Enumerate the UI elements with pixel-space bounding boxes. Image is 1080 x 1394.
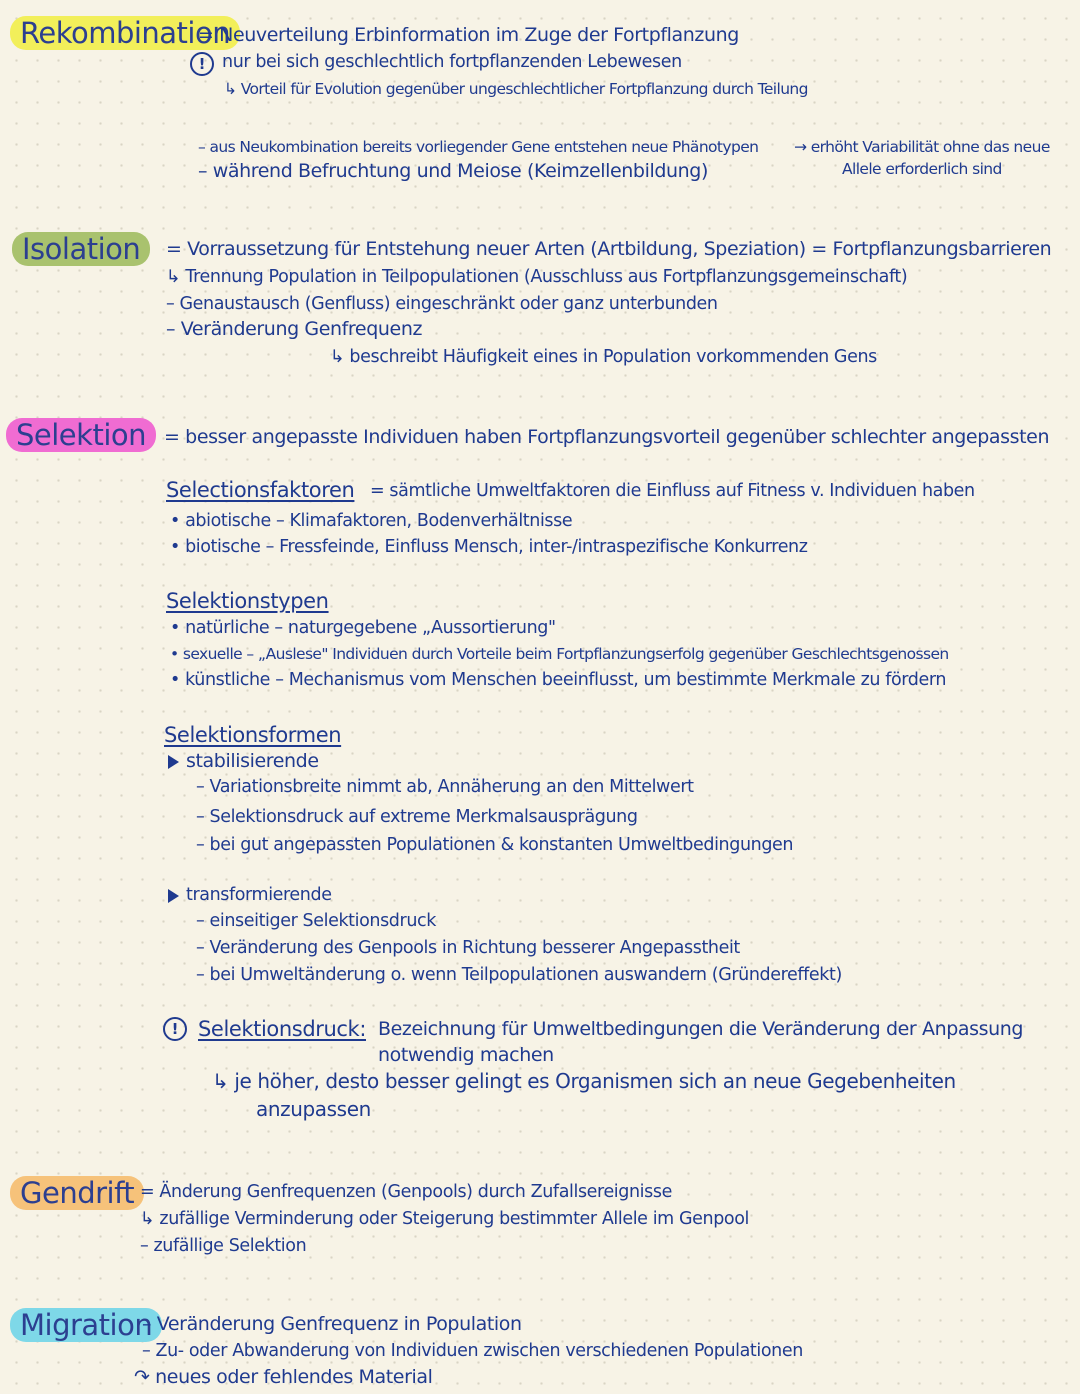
selektionstyp-kuenstlich: • künstliche – Mechanismus vom Menschen beeinflusst, um bestimmte Merkmale zu fördern <box>170 670 947 690</box>
selektionstypen-heading: Selektionstypen <box>166 589 329 613</box>
selektionsdruck-heading: Selektionsdruck: <box>198 1017 366 1041</box>
rekombination-definition: = Neuverteilung Erbinformation im Zuge der Fortpflanzung <box>198 24 739 46</box>
rekombination-point-1: – aus Neukombination bereits vorliegender Gene entstehen neue Phänotypen <box>198 138 759 156</box>
transformierende-heading: transformierende <box>186 885 332 905</box>
heading-isolation: Isolation <box>12 232 150 266</box>
stabilisierende-point-2: – Selektionsdruck auf extreme Merkmalsausprägung <box>196 807 638 827</box>
migration-line-3: ↷ neues oder fehlendes Material <box>134 1366 433 1388</box>
exclamation-icon: ! <box>163 1017 187 1041</box>
rekombination-note: nur bei sich geschlechtlich fortpflanzenden Lebewesen <box>222 52 682 72</box>
selektion-definition: = besser angepasste Individuen haben Fortpflanzungsvorteil gegenüber schlechter angepassten <box>164 426 1050 448</box>
rekombination-note-sub: ↳ Vorteil für Evolution gegenüber ungeschlechtlicher Fortpflanzung durch Teilung <box>224 80 808 98</box>
rekombination-point-2: – während Befruchtung und Meiose (Keimzellenbildung) <box>198 160 708 182</box>
heading-rekombination: Rekombination <box>10 16 240 50</box>
selektionsdruck-definition: Bezeichnung für Umweltbedingungen die Veränderung der Anpassung <box>378 1018 1024 1040</box>
migration-line-2: – Zu- oder Abwanderung von Individuen zwischen verschiedenen Populationen <box>142 1341 803 1361</box>
rekombination-point-1-side: → erhöht Variabilität ohne das neue <box>794 138 1050 156</box>
selektionsdruck-definition-2: notwendig machen <box>378 1044 554 1066</box>
stabilisierende-point-3: – bei gut angepassten Populationen & konstanten Umweltbedingungen <box>196 835 794 855</box>
selektionsdruck-sub-2: anzupassen <box>256 1097 371 1121</box>
selektionstyp-sexuell: • sexuelle – „Auslese" Individuen durch Vorteile beim Fortpflanzungserfolg gegenüber Geschlechtsgenossen <box>170 645 949 663</box>
selektionstyp-natuerlich: • natürliche – naturgegebene „Aussortierung" <box>170 618 556 638</box>
selektionsdruck-sub: ↳ je höher, desto besser gelingt es Organismen sich an neue Gegebenheiten <box>212 1069 956 1093</box>
transformierende-point-1: – einseitiger Selektionsdruck <box>196 911 436 931</box>
isolation-line-3: – Veränderung Genfrequenz <box>166 318 423 340</box>
stabilisierende-heading: stabilisierende <box>186 750 319 772</box>
selektionsfaktoren-heading: Selectionsfaktoren <box>166 478 355 502</box>
isolation-definition: = Vorraussetzung für Entstehung neuer Arten (Artbildung, Speziation) = Fortpflanzungsbarrieren <box>166 238 1052 260</box>
gendrift-definition: = Änderung Genfrequenzen (Genpools) durch Zufallsereignisse <box>140 1182 672 1202</box>
migration-line-1: – Veränderung Genfrequenz in Population <box>142 1313 522 1335</box>
heading-gendrift: Gendrift <box>10 1176 144 1210</box>
isolation-line-4: ↳ beschreibt Häufigkeit eines in Population vorkommenden Gens <box>330 347 877 367</box>
triangle-bullet-icon <box>168 755 179 769</box>
selektionsfaktor-biotisch: • biotische – Fressfeinde, Einfluss Mensch, inter-/intraspezifische Konkurrenz <box>170 537 808 557</box>
isolation-line-2: – Genaustausch (Genfluss) eingeschränkt oder ganz unterbunden <box>166 294 718 314</box>
heading-migration: Migration <box>10 1308 162 1342</box>
isolation-line-1: ↳ Trennung Population in Teilpopulationen (Ausschluss aus Fortpflanzungsgemeinschaft) <box>166 267 908 287</box>
heading-selektion: Selektion <box>6 418 156 452</box>
selektionsfaktor-abiotisch: • abiotische – Klimafaktoren, Bodenverhältnisse <box>170 511 573 531</box>
stabilisierende-point-1: – Variationsbreite nimmt ab, Annäherung an den Mittelwert <box>196 777 694 797</box>
gendrift-line-1: ↳ zufällige Verminderung oder Steigerung bestimmter Allele im Genpool <box>140 1209 749 1229</box>
rekombination-point-1-side-2: Allele erforderlich sind <box>842 160 1002 178</box>
transformierende-point-2: – Veränderung des Genpools in Richtung besserer Angepasstheit <box>196 938 740 958</box>
selektionsfaktoren-definition: = sämtliche Umweltfaktoren die Einfluss auf Fitness v. Individuen haben <box>370 481 975 501</box>
exclamation-icon: ! <box>190 52 214 76</box>
gendrift-line-2: – zufällige Selektion <box>140 1236 307 1256</box>
transformierende-point-3: – bei Umweltänderung o. wenn Teilpopulationen auswandern (Gründereffekt) <box>196 965 842 985</box>
selektionsformen-heading: Selektionsformen <box>164 723 342 747</box>
triangle-bullet-icon <box>168 889 179 903</box>
